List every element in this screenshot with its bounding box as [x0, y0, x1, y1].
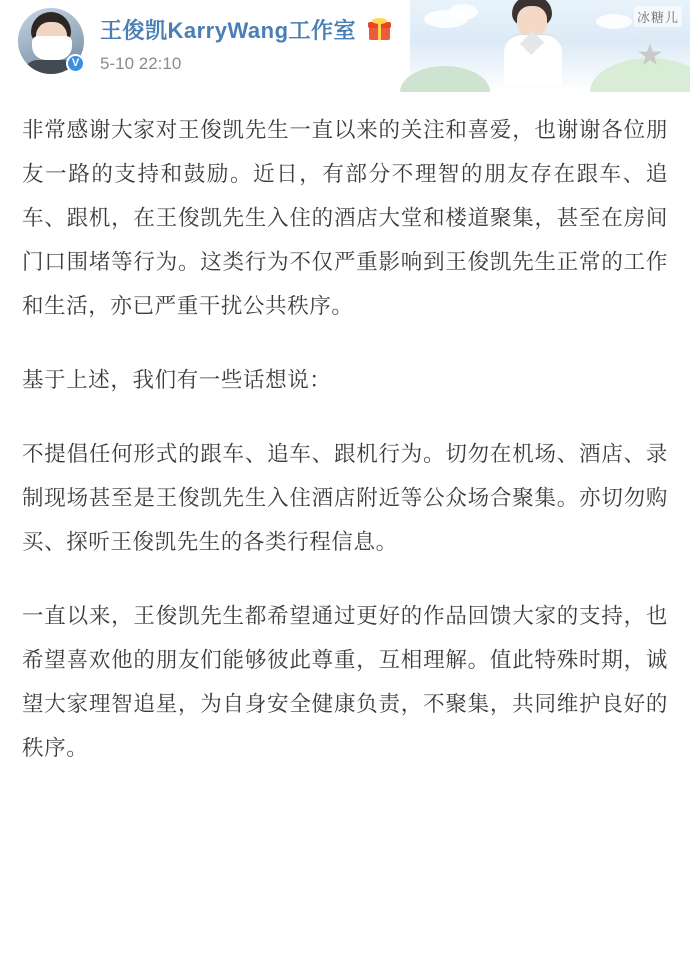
post-paragraph: 基于上述，我们有一些话想说： [22, 368, 332, 392]
hill-shape [400, 66, 490, 92]
cloud-shape [448, 4, 478, 20]
post-timestamp: 5-10 22:10 [100, 54, 182, 73]
watermark-text: 冰糖儿 [634, 6, 682, 27]
verified-badge-icon: V [66, 54, 85, 73]
account-name[interactable]: 王俊凯KarryWang工作室 [100, 18, 357, 43]
star-icon[interactable]: ★ [636, 39, 664, 72]
post-meta [100, 14, 390, 74]
cloud-shape [596, 14, 632, 29]
banner-portrait [502, 0, 564, 82]
post-paragraph: 非常感谢大家对王俊凯先生一直以来的关注和喜爱，也谢谢各位朋友一路的支持和鼓励。近日，有部分不理智的朋友存在跟车、追车、跟机，在王俊凯先生入住的酒店大堂和楼道聚集，甚至在房间门口围堵等行为。这类行为不仅严重影响到王俊凯先生正常的工作和生活，亦已严重干扰公共秩序。 [22, 118, 668, 318]
post-paragraph: 不提倡任何形式的跟车、追车、跟机行为。切勿在机场、酒店、录制现场甚至是王俊凯先生入住酒店附近等公众场合聚集。亦切勿购买、探听王俊凯先生的各类行程信息。 [22, 442, 668, 554]
post-paragraph: 一直以来，王俊凯先生都希望通过更好的作品回馈大家的支持，也希望喜欢他的朋友们能够彼此尊重，互相理解。值此特殊时期，诚望大家理智追星，为自身安全健康负责，不聚集，共同维护良好的秩序。 [22, 604, 668, 760]
post-header [0, 0, 690, 92]
avatar[interactable] [18, 8, 84, 74]
gift-icon[interactable] [369, 20, 390, 40]
post-content [0, 92, 690, 770]
